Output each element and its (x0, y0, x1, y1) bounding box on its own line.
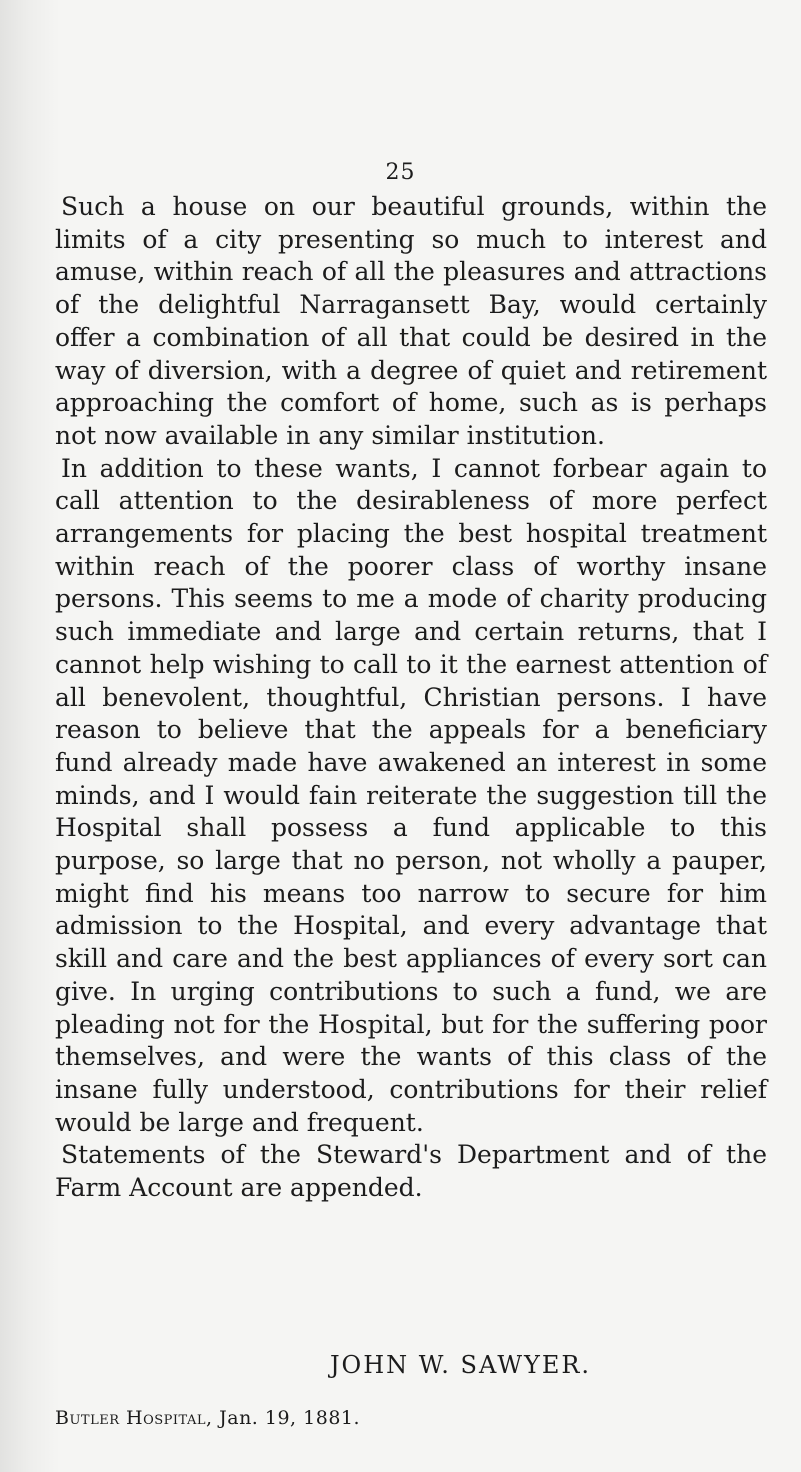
page-number: 25 (385, 160, 416, 185)
paragraph-3: Statements of the Steward's Department and of the Farm Account are appended. (55, 1140, 767, 1203)
dateline-date: Jan. 19, 1881. (219, 1407, 361, 1429)
signature: JOHN W. SAWYER. (329, 1351, 592, 1379)
body-text (55, 191, 767, 1205)
dateline-place: Butler Hospital, (55, 1407, 213, 1429)
paragraph-1: Such a house on our beautiful grounds, within the limits of a city presenting so much to interest and amuse, within reach of all the pleasures and attractions of the delightful Narragansett Bay, would certainly offer a combination of all that could be desired in the way of diversion, with a degree of quiet and retirement approaching the comfort of home, such as is perhaps not now available in any similar institution. (55, 192, 767, 450)
paragraph-2: In addition to these wants, I cannot forbear again to call attention to the desirableness of more perfect arrangements for placing the best hospital treatment within reach of the poorer class of worthy insane persons. This seems to me a mode of charity producing such immediate and large and certain returns, that I cannot help wishing to call to it the earnest attention of all benevolent, thoughtful, Christian persons. I have reason to believe that the appeals for a beneficiary fund already made have awakened an interest in some minds, and I would fain reiterate the suggestion till the Hospital shall possess a fund applicable to this purpose, so large that no person, not wholly a pauper, might find his means too narrow to secure for him admission to the Hospital, and every advantage that skill and care and the best appliances of every sort can give. In urging contributions to such a fund, we are pleading not for the Hospital, but for the suffering poor themselves, and were the wants of this class of the insane fully understood, contributions for their relief would be large and frequent. (55, 453, 767, 1137)
dateline (55, 1407, 360, 1429)
